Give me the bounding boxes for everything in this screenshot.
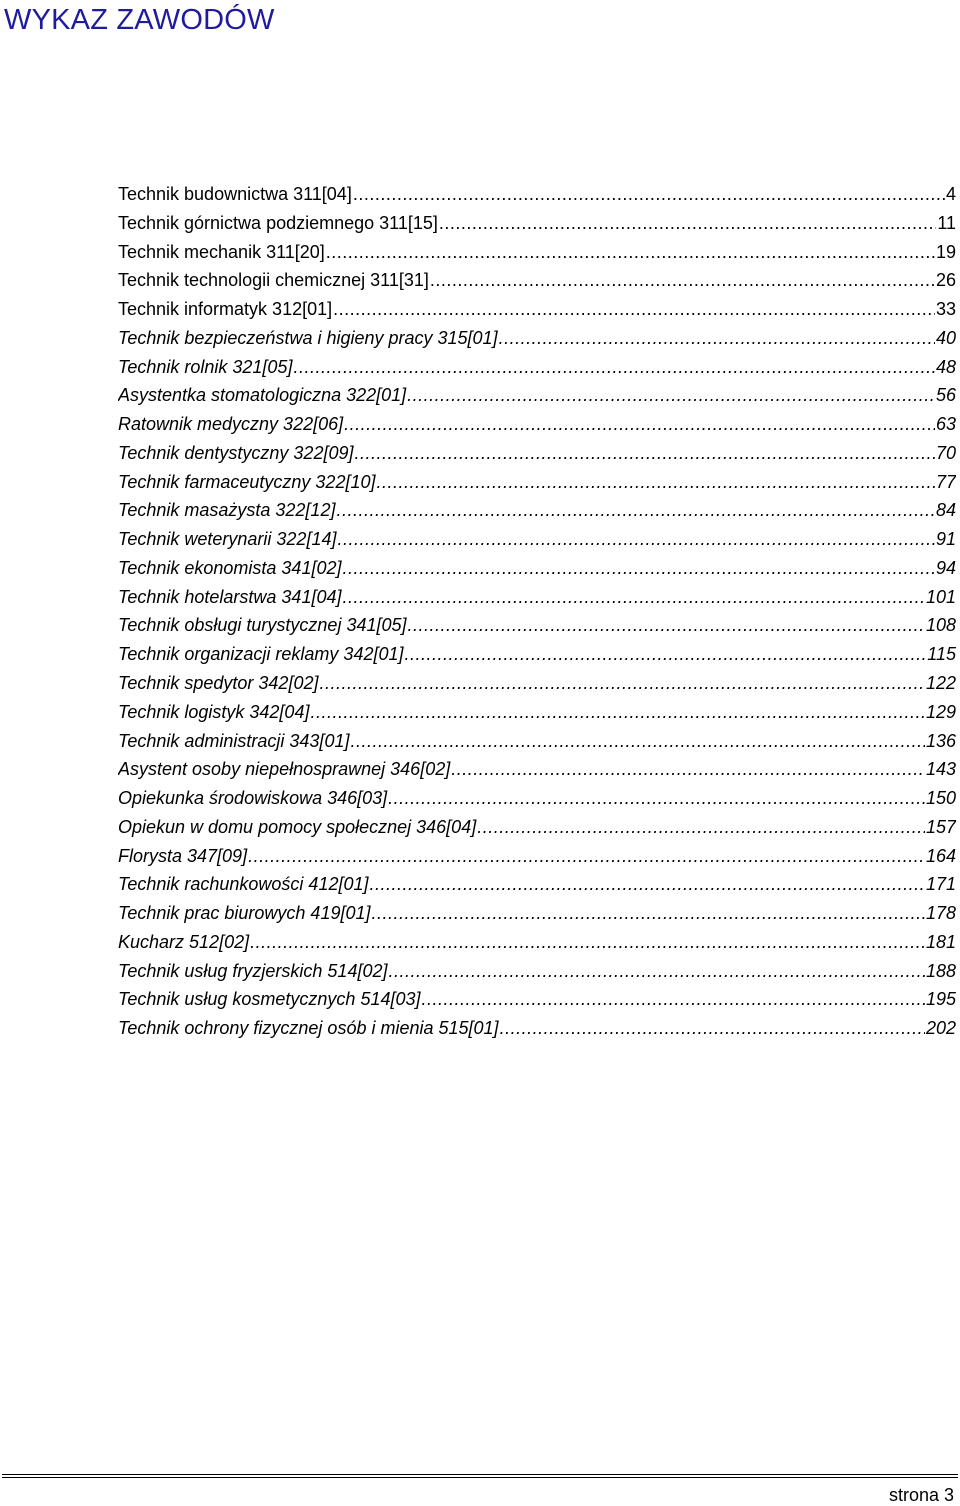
toc-leader-dots xyxy=(337,525,935,553)
toc-entry[interactable] xyxy=(118,640,956,669)
toc-leader-dots xyxy=(350,727,924,755)
toc-entry-page: 101 xyxy=(925,586,956,607)
toc-leader-dots xyxy=(499,324,935,352)
toc-entry-label: Asystentka stomatologiczna 322[01] xyxy=(118,385,407,406)
toc-entry-label: Technik obsługi turystycznej 341[05] xyxy=(118,615,407,636)
toc-entry-page: 70 xyxy=(935,442,956,463)
toc-leader-dots xyxy=(422,985,925,1013)
toc-leader-dots xyxy=(376,468,934,496)
toc-entry-label: Opiekun w domu pomocy społecznej 346[04] xyxy=(118,816,477,837)
toc-entry[interactable] xyxy=(118,525,956,554)
toc-entry-page: 150 xyxy=(925,788,956,809)
toc-entry-page: 181 xyxy=(925,931,956,952)
toc-entry[interactable] xyxy=(118,899,956,928)
toc-entry-page: 11 xyxy=(937,212,956,233)
toc-entry-label: Kucharz 512[02] xyxy=(118,931,250,952)
toc-entry-page: 129 xyxy=(925,701,956,722)
toc-entry[interactable] xyxy=(118,353,956,382)
toc-entry[interactable] xyxy=(118,324,956,353)
toc-entry-label: Asystent osoby niepełnosprawnej 346[02] xyxy=(118,759,451,780)
toc-entry-label: Technik logistyk 342[04] xyxy=(118,701,310,722)
toc-entry-label: Technik spedytor 342[02] xyxy=(118,673,319,694)
toc-entry[interactable] xyxy=(118,698,956,727)
toc-leader-dots xyxy=(326,238,935,266)
toc-entry-page: 40 xyxy=(935,327,956,348)
toc-entry[interactable] xyxy=(118,842,956,871)
footer-divider xyxy=(2,1474,958,1475)
toc-entry[interactable] xyxy=(118,870,956,899)
toc-entry-label: Technik masażysta 322[12] xyxy=(118,500,336,521)
table-of-contents xyxy=(118,180,956,1043)
toc-leader-dots xyxy=(342,583,924,611)
toc-entry-page: 171 xyxy=(925,874,956,895)
toc-entry[interactable] xyxy=(118,266,956,295)
toc-entry-page: 143 xyxy=(925,759,956,780)
toc-entry-label: Technik ochrony fizycznej osób i mienia 515[01] xyxy=(118,1018,499,1039)
toc-entry-label: Technik informatyk 312[01] xyxy=(118,299,333,320)
toc-entry[interactable] xyxy=(118,209,956,238)
toc-entry-label: Technik hotelarstwa 341[04] xyxy=(118,586,342,607)
toc-leader-dots xyxy=(293,353,935,381)
toc-leader-dots xyxy=(407,381,935,409)
toc-leader-dots xyxy=(354,439,934,467)
toc-leader-dots xyxy=(250,928,925,956)
toc-entry-page: 26 xyxy=(935,270,956,291)
toc-leader-dots xyxy=(500,1014,925,1042)
toc-entry-label: Technik technologii chemicznej 311[31] xyxy=(118,270,429,291)
toc-entry-page: 136 xyxy=(925,730,956,751)
toc-entry[interactable] xyxy=(118,180,956,209)
toc-entry[interactable] xyxy=(118,554,956,583)
toc-leader-dots xyxy=(342,554,934,582)
toc-entry[interactable] xyxy=(118,238,956,267)
toc-entry-label: Florysta 347[09] xyxy=(118,845,248,866)
toc-entry-label: Technik dentystyczny 322[09] xyxy=(118,442,354,463)
toc-leader-dots xyxy=(405,640,927,668)
toc-leader-dots xyxy=(477,813,925,841)
toc-entry[interactable] xyxy=(118,468,956,497)
toc-entry[interactable] xyxy=(118,669,956,698)
toc-entry-label: Technik prac biurowych 419[01] xyxy=(118,903,371,924)
toc-entry[interactable] xyxy=(118,611,956,640)
toc-leader-dots xyxy=(353,180,945,208)
toc-entry-label: Technik górnictwa podziemnego 311[15] xyxy=(118,212,438,233)
toc-entry[interactable] xyxy=(118,784,956,813)
toc-leader-dots xyxy=(371,899,924,927)
toc-entry-page: 195 xyxy=(925,989,956,1010)
toc-entry[interactable] xyxy=(118,813,956,842)
toc-leader-dots xyxy=(248,842,925,870)
toc-entry-page: 56 xyxy=(935,385,956,406)
toc-entry-label: Technik mechanik 311[20] xyxy=(118,241,325,262)
toc-entry-label: Technik weterynarii 322[14] xyxy=(118,529,337,550)
toc-entry[interactable] xyxy=(118,410,956,439)
toc-leader-dots xyxy=(336,496,935,524)
footer-divider xyxy=(2,1477,958,1478)
toc-entry-page: 48 xyxy=(935,356,956,377)
toc-entry-label: Ratownik medyczny 322[06] xyxy=(118,414,344,435)
toc-leader-dots xyxy=(451,755,925,783)
toc-leader-dots xyxy=(310,698,925,726)
toc-entry[interactable] xyxy=(118,439,956,468)
toc-entry-page: 188 xyxy=(925,960,956,981)
toc-entry-label: Technik bezpieczeństwa i higieny pracy 315[01] xyxy=(118,327,498,348)
toc-entry-page: 157 xyxy=(925,816,956,837)
page-title: WYKAZ ZAWODÓW xyxy=(4,4,275,36)
toc-entry[interactable] xyxy=(118,381,956,410)
toc-leader-dots xyxy=(333,295,935,323)
toc-entry[interactable] xyxy=(118,727,956,756)
toc-entry-page: 108 xyxy=(925,615,956,636)
toc-leader-dots xyxy=(388,957,924,985)
toc-entry-page: 77 xyxy=(935,471,956,492)
toc-leader-dots xyxy=(319,669,924,697)
toc-entry-page: 122 xyxy=(925,673,956,694)
toc-entry-page: 19 xyxy=(935,241,956,262)
toc-entry-page: 63 xyxy=(935,414,956,435)
toc-entry-page: 4 xyxy=(945,184,956,204)
toc-entry-label: Technik organizacji reklamy 342[01] xyxy=(118,644,404,665)
toc-entry[interactable] xyxy=(118,957,956,986)
toc-entry[interactable] xyxy=(118,985,956,1014)
toc-entry-label: Technik usług kosmetycznych 514[03] xyxy=(118,989,421,1010)
toc-entry-page: 84 xyxy=(935,500,956,521)
toc-entry-label: Technik rachunkowości 412[01] xyxy=(118,874,369,895)
toc-entry-label: Technik rolnik 321[05] xyxy=(118,356,293,377)
toc-entry-page: 33 xyxy=(935,299,956,320)
toc-entry[interactable] xyxy=(118,755,956,784)
toc-leader-dots xyxy=(344,410,935,438)
toc-leader-dots xyxy=(408,611,925,639)
toc-entry-page: 115 xyxy=(927,644,956,665)
toc-entry[interactable] xyxy=(118,1014,956,1043)
toc-entry-page: 94 xyxy=(935,557,956,578)
toc-leader-dots xyxy=(388,784,925,812)
toc-entry[interactable] xyxy=(118,496,956,525)
toc-leader-dots xyxy=(430,266,935,294)
toc-entry-label: Technik usług fryzjerskich 514[02] xyxy=(118,960,388,981)
toc-entry-page: 178 xyxy=(925,903,956,924)
toc-entry-page: 164 xyxy=(925,845,956,866)
toc-entry-label: Technik farmaceutyczny 322[10] xyxy=(118,471,376,492)
toc-leader-dots xyxy=(370,870,925,898)
toc-entry-label: Technik ekonomista 341[02] xyxy=(118,557,342,578)
toc-entry-page: 91 xyxy=(935,529,956,550)
toc-entry-label: Opiekunka środowiskowa 346[03] xyxy=(118,788,388,809)
page-number: strona 3 xyxy=(888,1485,954,1505)
toc-entry[interactable] xyxy=(118,928,956,957)
toc-entry-label: Technik administracji 343[01] xyxy=(118,730,350,751)
toc-entry-label: Technik budownictwa 311[04] xyxy=(118,184,352,204)
toc-entry[interactable] xyxy=(118,583,956,612)
toc-leader-dots xyxy=(439,209,936,237)
toc-entry[interactable] xyxy=(118,295,956,324)
toc-entry-page: 202 xyxy=(925,1018,956,1039)
